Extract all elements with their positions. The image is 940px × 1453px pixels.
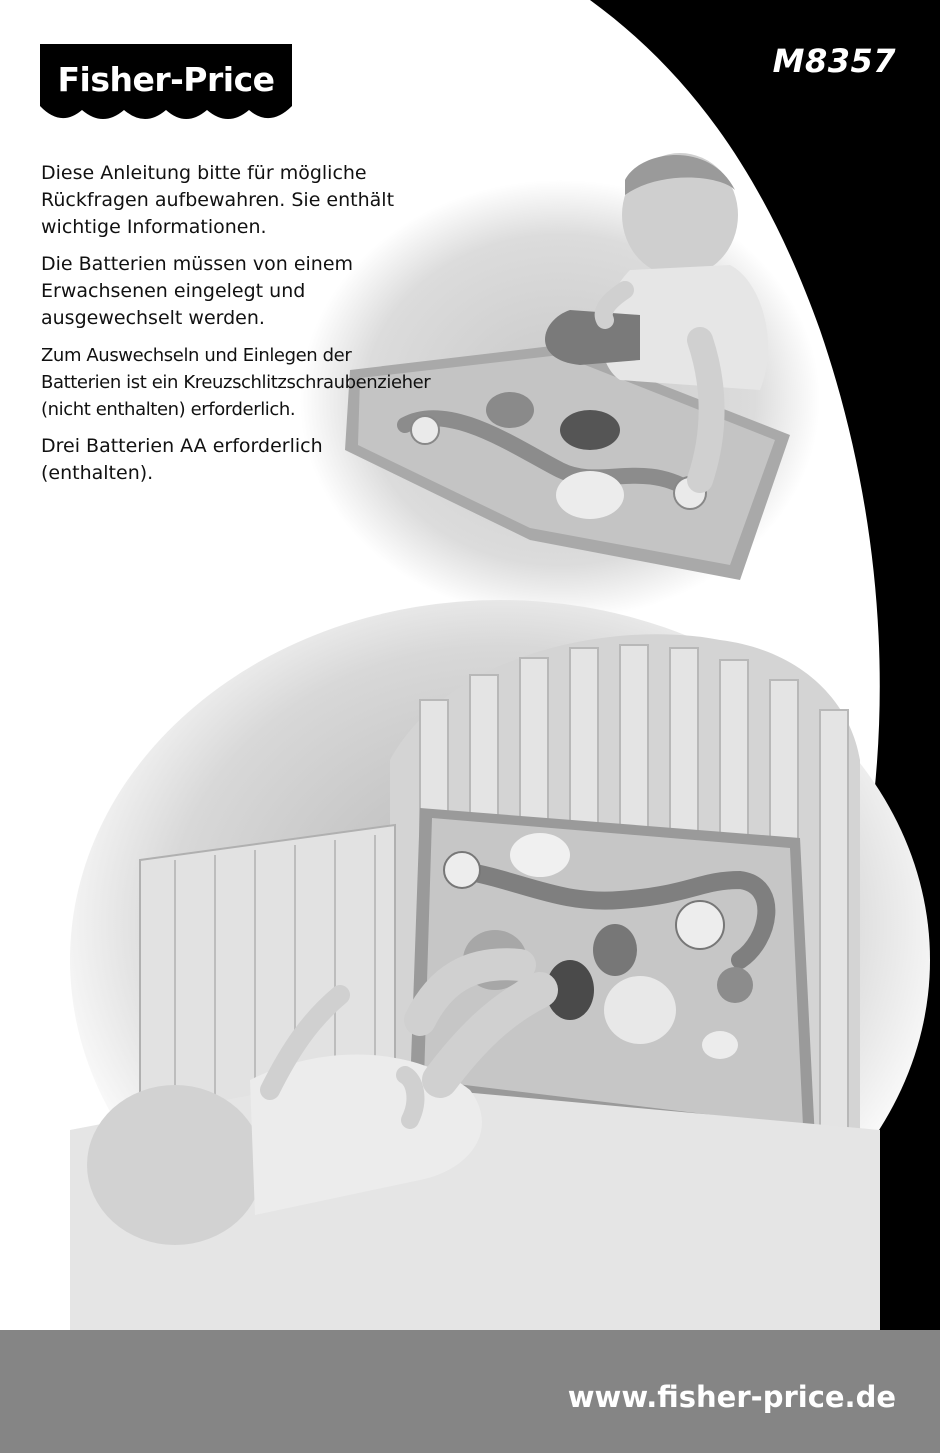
instruction-paragraph-2: Die Batterien müssen von einem Erwachsenen eingelegt und ausgewechselt werden.	[41, 253, 354, 329]
fisher-price-logo	[40, 44, 292, 119]
model-number: M8357	[772, 42, 896, 80]
logo-wordmark: Fisher-Price	[57, 60, 275, 99]
instruction-text	[41, 160, 431, 497]
instruction-paragraph-3: Zum Auswechseln und Einlegen der Batterien ist ein Kreuzschlitzschraubenzieher (nicht enthalten) erforderlich.	[41, 345, 431, 420]
photo-baby-in-crib	[70, 600, 930, 1330]
website-url[interactable]: www.fisher-price.de	[567, 1380, 896, 1414]
instruction-paragraph-1: Diese Anleitung bitte für mögliche Rückfragen aufbewahren. Sie enthält wichtige Informationen.	[41, 162, 395, 238]
instruction-paragraph-4: Drei Batterien AA erforderlich (enthalten).	[41, 435, 323, 484]
